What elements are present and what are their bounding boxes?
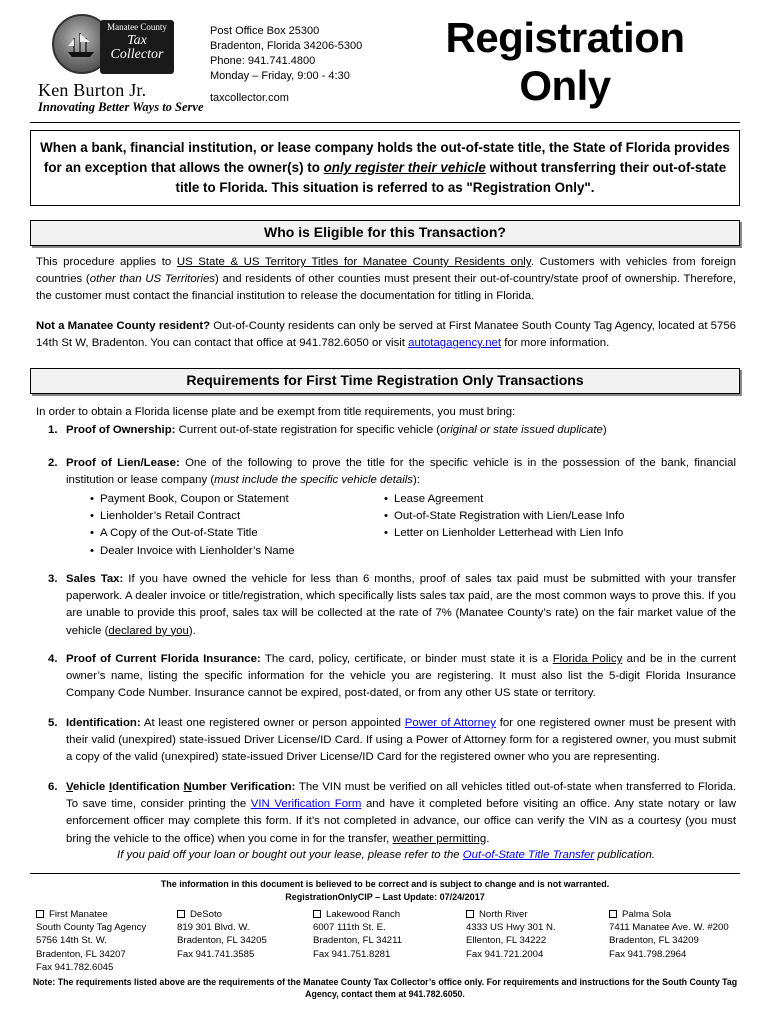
checkbox-icon	[466, 910, 474, 918]
list-item: • Lease Agreement	[384, 491, 684, 508]
header-divider	[30, 122, 740, 123]
lien-proof-column-right	[384, 491, 684, 543]
us-titles-link[interactable]: US State & US Territory Titles for Manatee County Residents only	[176, 256, 531, 268]
form-id: RegistrationOnlyCIP – Last Update: 07/24/2017	[285, 892, 485, 902]
ship-icon	[64, 30, 98, 60]
phone-number: Phone: 941.741.4800	[210, 55, 316, 67]
office-palma-sola: Palma Sola 7411 Manatee Ave. W. #200 Bradenton, FL 34209 Fax 941.798.2964	[609, 909, 729, 960]
checkbox-icon	[36, 910, 44, 918]
requirement-item-lien: 2. Proof of Lien/Lease: One of the following to prove the title for the specific vehicle is in the possession of the bank, financial institution or lease company (must include the specific vehicle details):	[48, 457, 736, 487]
lien-proof-column-left	[90, 491, 370, 560]
title-line-1: Registration	[445, 14, 685, 61]
list-item: • Lienholder’s Retail Contract	[90, 508, 370, 525]
website-link[interactable]: taxcollector.com	[210, 92, 289, 104]
office-desoto: DeSoto 819 301 Blvd. W. Bradenton, FL 34205 Fax 941.741.3585	[177, 909, 267, 960]
intro-statement: When a bank, financial institution, or lease company holds the out-of-state title, the State of Florida provides for an exception that allows the owner(s) to only register their vehicle without transferring their out-of-state title to Florida. This situation is referred to as "Registration Only".	[40, 140, 730, 195]
requirement-item-vin: 6. Vehicle Identification Number Verification: The VIN must be verified on all vehicles titled out-of-state when transferred to Florida. To save time, consider printing the VIN Verification Form and have it completed before visiting an office. Any state notary or law enforcement officer may complete this form. If it’s not completed in advance, our office can verify the VIN as a courtesy (you must bring the vehicle to the office) when you come in for the transfer, weather permitting.	[48, 781, 736, 845]
vin-verification-form-link[interactable]: VIN Verification Form	[250, 798, 362, 811]
address-line-2: Bradenton, Florida 34206-5300	[210, 40, 363, 52]
logo-county: Manatee County	[107, 22, 167, 32]
footer-disclaimer	[30, 878, 740, 904]
logo-text-box	[100, 20, 174, 74]
office-north-river: North River 4333 US Hwy 301 N. Ellenton, FL 34222 Fax 941.721.2004	[466, 909, 556, 960]
checkbox-icon	[609, 910, 617, 918]
collector-name: Ken Burton Jr.	[38, 80, 147, 100]
office-first-manatee: First Manatee South County Tag Agency 5756 14th St. W. Bradenton, FL 34207 Fax 941.782.6045	[36, 909, 147, 973]
autotagagency-link[interactable]: autotagagency.net	[408, 337, 502, 350]
requirement-item-identification: 5. Identification: At least one registered owner or person appointed Power of Attorney for one registered owner must be present with their valid (unexpired) state-issued Driver License/ID Card. If using a Power of Attorney form for a registered owner, you must submit a copy of the valid (unexpired) state-issued Driver License/ID Card for the registered owner who you are representing.	[48, 717, 736, 764]
logo-line-tax: Tax	[127, 33, 147, 48]
list-item: • Payment Book, Coupon or Statement	[90, 491, 370, 508]
requirement-item-insurance: 4. Proof of Current Florida Insurance: The card, policy, certificate, or binder must state it is a Florida Policy and be in the current owner’s name, listing the specific information for the vehicle you are registering. It must also list the 5-digit Florida Insurance Company Code Number. Insurance cannot be expired, post-dated, or from any other US state or territory.	[48, 653, 736, 700]
page-title	[430, 14, 700, 110]
power-of-attorney-link[interactable]: Power of Attorney	[404, 717, 496, 729]
requirements-heading: Requirements for First Time Registration Only Transactions	[30, 368, 740, 394]
out-of-state-title-transfer-link[interactable]: Out-of-State Title Transfer	[462, 849, 595, 861]
requirement-item-sales-tax: 3. Sales Tax: If you have owned the vehicle for less than 6 months, proof of sales tax paid must be submitted with your transfer paperwork. A dealer invoice or title/registration, which specifically lists sales tax paid, are the most common ways to prove this. If you are unable to provide this proof, sales tax will be collected at the rate of 7% (Manatee County’s rate) on the fair market value of the vehicle (declared by you).	[48, 573, 736, 637]
eligibility-heading: Who is Eligible for this Transaction?	[30, 220, 740, 246]
florida-policy-link[interactable]: Florida Policy	[552, 653, 623, 665]
checkbox-icon	[313, 910, 321, 918]
footer-divider	[30, 873, 740, 874]
office-hours: Monday – Friday, 9:00 - 4:30	[210, 70, 350, 82]
checkbox-icon	[177, 910, 185, 918]
office-lakewood-ranch: Lakewood Ranch 6007 111th St. E. Bradenton, FL 34211 Fax 941.751.8281	[313, 909, 403, 960]
non-resident-paragraph: Not a Manatee County resident? Out-of-County residents can only be served at First Manatee South County Tag Agency, located at 5756 14th St W, Bradenton. You can contact that office at 941.782.6050 or visit autotagagency.net for more information.	[36, 320, 737, 350]
requirements-lead: In order to obtain a Florida license plate and be exempt from title requirements, you must bring:	[36, 406, 516, 418]
logo-line-collector: Collector	[110, 47, 164, 62]
eligibility-paragraph: This procedure applies to US State & US Territory Titles for Manatee County Residents only. Customers with vehicles from foreign countries (other than US Territories) and residents of other counties must present their out-of-country/state proof of ownership. Therefore, the customer must contact the financial institution to release the documentation for titling in Florida.	[36, 256, 736, 303]
footer-note: Note: The requirements listed above are the requirements of the Manatee County Tax Collector’s office only. For requirements and instructions for the South County Tag Agency, contact them at 941.782.6050.	[32, 977, 738, 999]
intro-emphasis: only register their vehicle	[323, 160, 486, 175]
list-item: • Letter on Lienholder Letterhead with Lien Info	[384, 525, 684, 542]
disclaimer-text: The information in this document is believed to be correct and is subject to change and is not warranted.	[160, 879, 610, 889]
tax-collector-logo	[34, 12, 204, 116]
logo-tagline: Innovating Better Ways to Serve	[38, 100, 204, 114]
contact-info	[210, 24, 362, 106]
list-item: • A Copy of the Out-of-State Title	[90, 525, 370, 542]
address-line-1: Post Office Box 25300	[210, 25, 320, 37]
requirement-item-ownership: 1. Proof of Ownership: Current out-of-state registration for specific vehicle (original or state issued duplicate)	[48, 424, 607, 436]
title-line-2: Only	[519, 62, 611, 109]
page-header	[30, 10, 740, 122]
list-item: • Dealer Invoice with Lienholder’s Name	[90, 543, 370, 560]
closing-note: If you paid off your loan or bought out your lease, please refer to the Out-of-State Title Transfer publication.	[117, 849, 655, 861]
list-item: • Out-of-State Registration with Lien/Lease Info	[384, 508, 684, 525]
non-resident-question: Not a Manatee County resident?	[36, 320, 211, 332]
